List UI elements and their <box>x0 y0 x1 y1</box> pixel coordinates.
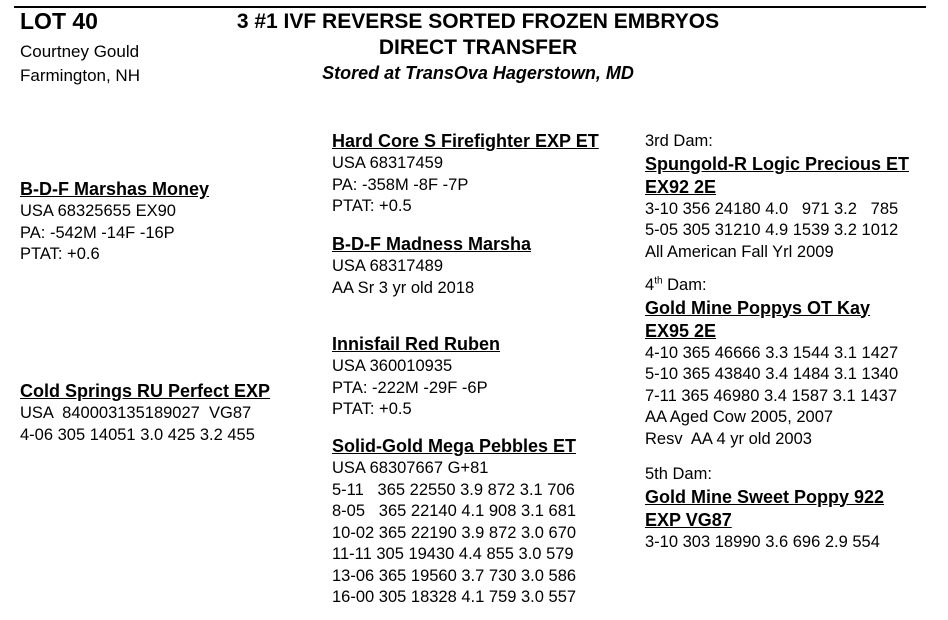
fifth-dam-record: 3-10 303 18990 3.6 696 2.9 554 <box>645 532 880 551</box>
dam-reg: USA 840003135189027 VG87 <box>20 404 252 422</box>
paternal-grandsire-block <box>332 130 599 218</box>
dam-block <box>20 380 270 446</box>
third-dam-record: 5-05 305 31210 4.9 1539 3.2 1012 <box>645 221 899 239</box>
fourth-dam-record: 4-10 365 46666 3.3 1544 3.1 1427 <box>645 343 899 362</box>
sire-block <box>20 178 209 266</box>
paternal-granddam-note: AA Sr 3 yr old 2018 <box>332 278 475 297</box>
fourth-dam-classification: EX95 2E <box>645 320 717 341</box>
sire-name: B-D-F Marshas Money <box>20 179 210 199</box>
consignor <box>20 40 140 88</box>
dam-name: Cold Springs RU Perfect EXP <box>20 381 271 401</box>
fifth-dam-label: 5th Dam: <box>645 465 712 483</box>
maternal-grandsire-ptat: PTAT: +0.5 <box>332 400 412 418</box>
third-dam-note: All American Fall Yrl 2009 <box>645 242 834 261</box>
fifth-dam-classification: EXP VG87 <box>645 509 732 530</box>
maternal-grandsire-pta: PTA: -222M -29F -6P <box>332 378 488 397</box>
fifth-dam-block <box>645 464 884 553</box>
third-dam-block <box>645 131 909 263</box>
third-dam-label: 3rd Dam: <box>645 132 713 150</box>
maternal-granddam-block <box>332 435 576 609</box>
maternal-grandsire-name: Innisfail Red Ruben <box>332 334 501 354</box>
paternal-granddam-name: B-D-F Madness Marsha <box>332 234 532 254</box>
consignor-name: Courtney Gould <box>20 42 140 61</box>
maternal-granddam-record: 11-11 305 19430 4.4 855 3.0 579 <box>332 545 574 563</box>
paternal-grandsire-name: Hard Core S Firefighter EXP ET <box>332 131 599 151</box>
third-dam-name: Spungold-R Logic Precious ET <box>645 153 910 174</box>
paternal-grandsire-pa: PA: -358M -8F -7P <box>332 175 469 194</box>
fifth-dam-name: Gold Mine Sweet Poppy 922 <box>645 486 885 507</box>
sire-ptat: PTAT: +0.6 <box>20 245 100 263</box>
title-line-2: DIRECT TRANSFER <box>378 36 578 59</box>
fourth-dam-name: Gold Mine Poppys OT Kay <box>645 297 871 318</box>
top-rule <box>14 6 926 8</box>
consignor-location: Farmington, NH <box>20 66 140 85</box>
third-dam-classification: EX92 2E <box>645 176 717 197</box>
fourth-dam-record: 7-11 365 46980 3.4 1587 3.1 1437 <box>645 386 898 405</box>
fourth-dam-block <box>645 275 898 450</box>
maternal-grandsire-reg: USA 360010935 <box>332 357 453 375</box>
maternal-granddam-record: 5-11 365 22550 3.9 872 3.1 706 <box>332 480 575 499</box>
title-line-3: Stored at TransOva Hagerstown, MD <box>322 63 634 83</box>
maternal-granddam-record: 10-02 365 22190 3.9 872 3.0 670 <box>332 523 577 542</box>
sire-pa: PA: -542M -14F -16P <box>20 223 175 242</box>
maternal-granddam-name: Solid-Gold Mega Pebbles ET <box>332 436 577 456</box>
maternal-granddam-reg: USA 68307667 G+81 <box>332 459 489 477</box>
paternal-grandsire-ptat: PTAT: +0.5 <box>332 197 412 215</box>
third-dam-record: 3-10 356 24180 4.0 971 3.2 785 <box>645 199 899 218</box>
fourth-dam-record: 5-10 365 43840 3.4 1484 3.1 1340 <box>645 365 899 383</box>
maternal-grandsire-block <box>332 333 500 421</box>
title-line-1: 3 #1 IVF REVERSE SORTED FROZEN EMBRYOS <box>236 10 720 33</box>
sire-reg: USA 68325655 EX90 <box>20 202 176 220</box>
lot-number: LOT 40 <box>20 8 98 34</box>
maternal-granddam-record: 13-06 365 19560 3.7 730 3.0 586 <box>332 566 577 585</box>
maternal-granddam-record: 16-00 305 18328 4.1 759 3.0 557 <box>332 588 577 606</box>
fourth-dam-note: AA Aged Cow 2005, 2007 <box>645 408 834 426</box>
paternal-granddam-block <box>332 233 531 299</box>
paternal-granddam-reg: USA 68317489 <box>332 257 444 275</box>
fourth-dam-note: Resv AA 4 yr old 2003 <box>645 429 812 448</box>
paternal-grandsire-reg: USA 68317459 <box>332 154 444 172</box>
fourth-dam-label: 4th Dam: <box>645 275 707 294</box>
dam-record: 4-06 305 14051 3.0 425 3.2 455 <box>20 425 255 444</box>
maternal-granddam-record: 8-05 365 22140 4.1 908 3.1 681 <box>332 502 577 520</box>
